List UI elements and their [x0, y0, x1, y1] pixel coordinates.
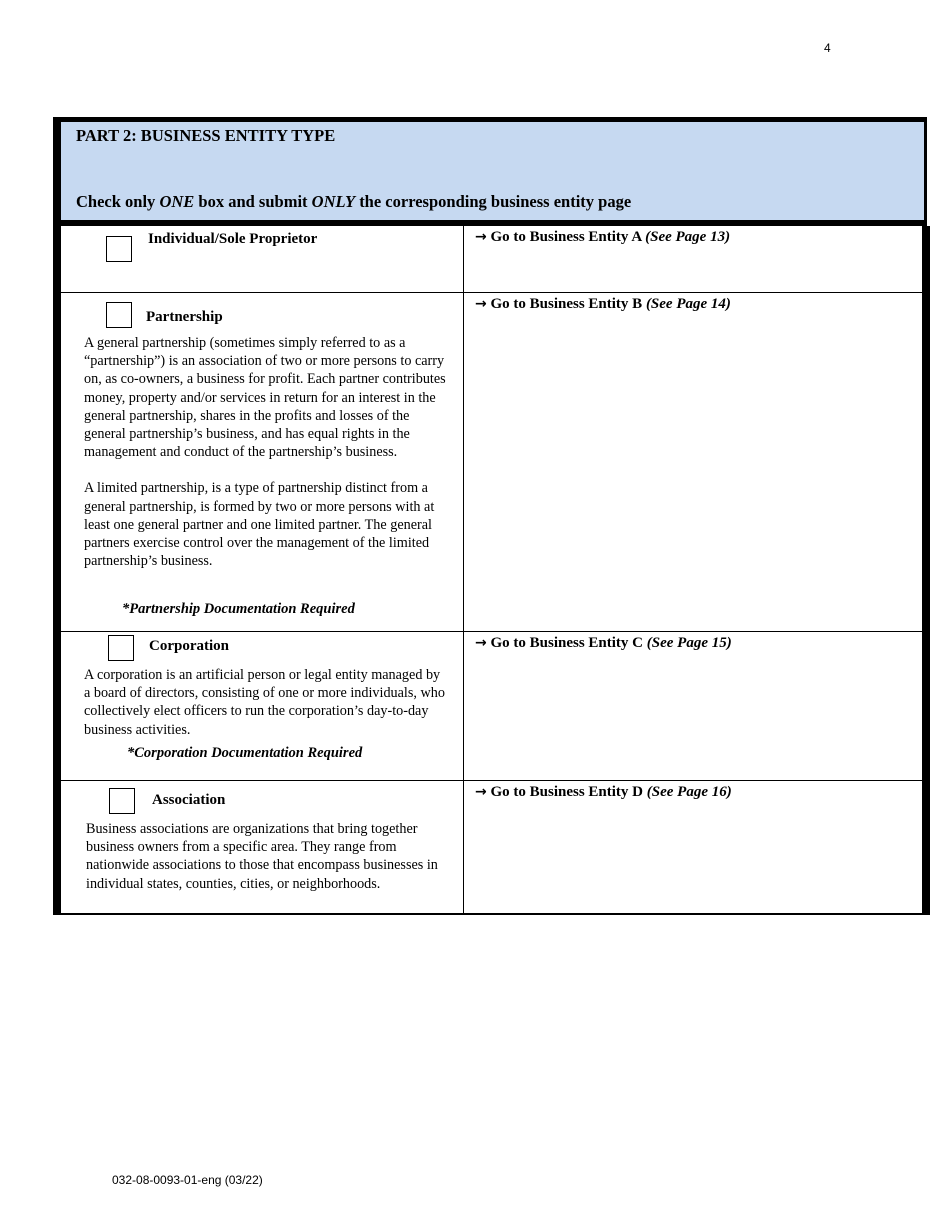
form-code: 032-08-0093-01-eng (03/22): [112, 1173, 263, 1187]
entity-goto-cell: [464, 226, 922, 292]
corporation-description: [84, 666, 446, 757]
general-partnership-text: A general partnership (sometimes simply referred to as a “partnership”) is an association of two or more persons to carry on, as co-owners, a business for profit. Each partner contributes money, property and/or services in return for an interest in the general partnership, shares in the profits and losses of the general partnership’s business, and has equal rights in the management and conduct of the partnership’s business.: [84, 335, 446, 461]
goto-entity-d-text: Go to Business Entity D: [490, 784, 644, 800]
corporation-text: A corporation is an artificial person or legal entity managed by a board of directors, consisting of one or more individuals, who collectively elect officers to run the corporation’s day-to-day business activities.: [84, 667, 445, 738]
entity-row-individual: [61, 226, 922, 293]
section-header: [53, 117, 927, 226]
arrow-icon: →: [475, 229, 487, 245]
association-label: Association: [152, 792, 226, 808]
entity-option-cell: [61, 293, 464, 631]
goto-entity-b-text: Go to Business Entity B: [490, 296, 643, 312]
entity-row-association: [61, 781, 922, 913]
instruction-emphasis-only: ONLY: [311, 192, 356, 211]
instruction-mid: box and submit: [194, 192, 312, 211]
entity-type-table: [53, 226, 930, 915]
entity-option-cell: [61, 781, 464, 913]
entity-row-corporation: [61, 632, 922, 781]
goto-entity-c-text: Go to Business Entity C: [490, 635, 644, 651]
corporation-requirement: *Corporation Documentation Required: [127, 745, 363, 761]
page-number: 4: [824, 41, 831, 55]
individual-checkbox[interactable]: [106, 236, 132, 262]
individual-label: Individual/Sole Proprietor: [148, 231, 318, 247]
partnership-requirement: *Partnership Documentation Required: [122, 601, 355, 617]
partnership-description: [84, 334, 446, 588]
arrow-icon: →: [475, 635, 487, 651]
entity-goto-cell: [464, 293, 922, 631]
goto-entity-a-text: Go to Business Entity A: [490, 229, 642, 245]
entity-option-cell: [61, 632, 464, 780]
limited-partnership-text: A limited partnership, is a type of partnership distinct from a general partnership, is formed by two or more persons with at least one general partner and one limited partner. The general partners exercise control over the management of the limited partnership’s business.: [84, 480, 435, 570]
arrow-icon: →: [475, 296, 487, 312]
goto-entity-b-ref: (See Page 14): [645, 296, 731, 312]
goto-entity-a: [475, 229, 730, 246]
corporation-checkbox[interactable]: [108, 635, 134, 661]
corporation-label: Corporation: [149, 638, 229, 654]
goto-entity-d: [475, 784, 732, 801]
instruction-prefix: Check only: [76, 192, 160, 211]
partnership-checkbox[interactable]: [106, 302, 132, 328]
entity-option-cell: [61, 226, 464, 292]
goto-entity-c-ref: (See Page 15): [646, 635, 732, 651]
instruction-suffix: the corresponding business entity page: [355, 192, 632, 211]
entity-goto-cell: [464, 632, 922, 780]
association-text: Business associations are organizations that bring together business owners from a specific area. They range from nationwide associations to those that encompass businesses in individual states, counties, cities, or neighborhoods.: [86, 821, 438, 892]
association-checkbox[interactable]: [109, 788, 135, 814]
goto-entity-c: [475, 635, 732, 652]
entity-goto-cell: [464, 781, 922, 913]
arrow-icon: →: [475, 784, 487, 800]
section-instruction: [76, 192, 631, 212]
entity-row-partnership: [61, 293, 922, 632]
goto-entity-b: [475, 296, 731, 313]
section-title: PART 2: BUSINESS ENTITY TYPE: [76, 126, 336, 145]
goto-entity-a-ref: (See Page 13): [645, 229, 731, 245]
association-description: [86, 820, 448, 911]
partnership-label: Partnership: [146, 309, 223, 325]
goto-entity-d-ref: (See Page 16): [646, 784, 732, 800]
instruction-emphasis-one: ONE: [159, 192, 195, 211]
